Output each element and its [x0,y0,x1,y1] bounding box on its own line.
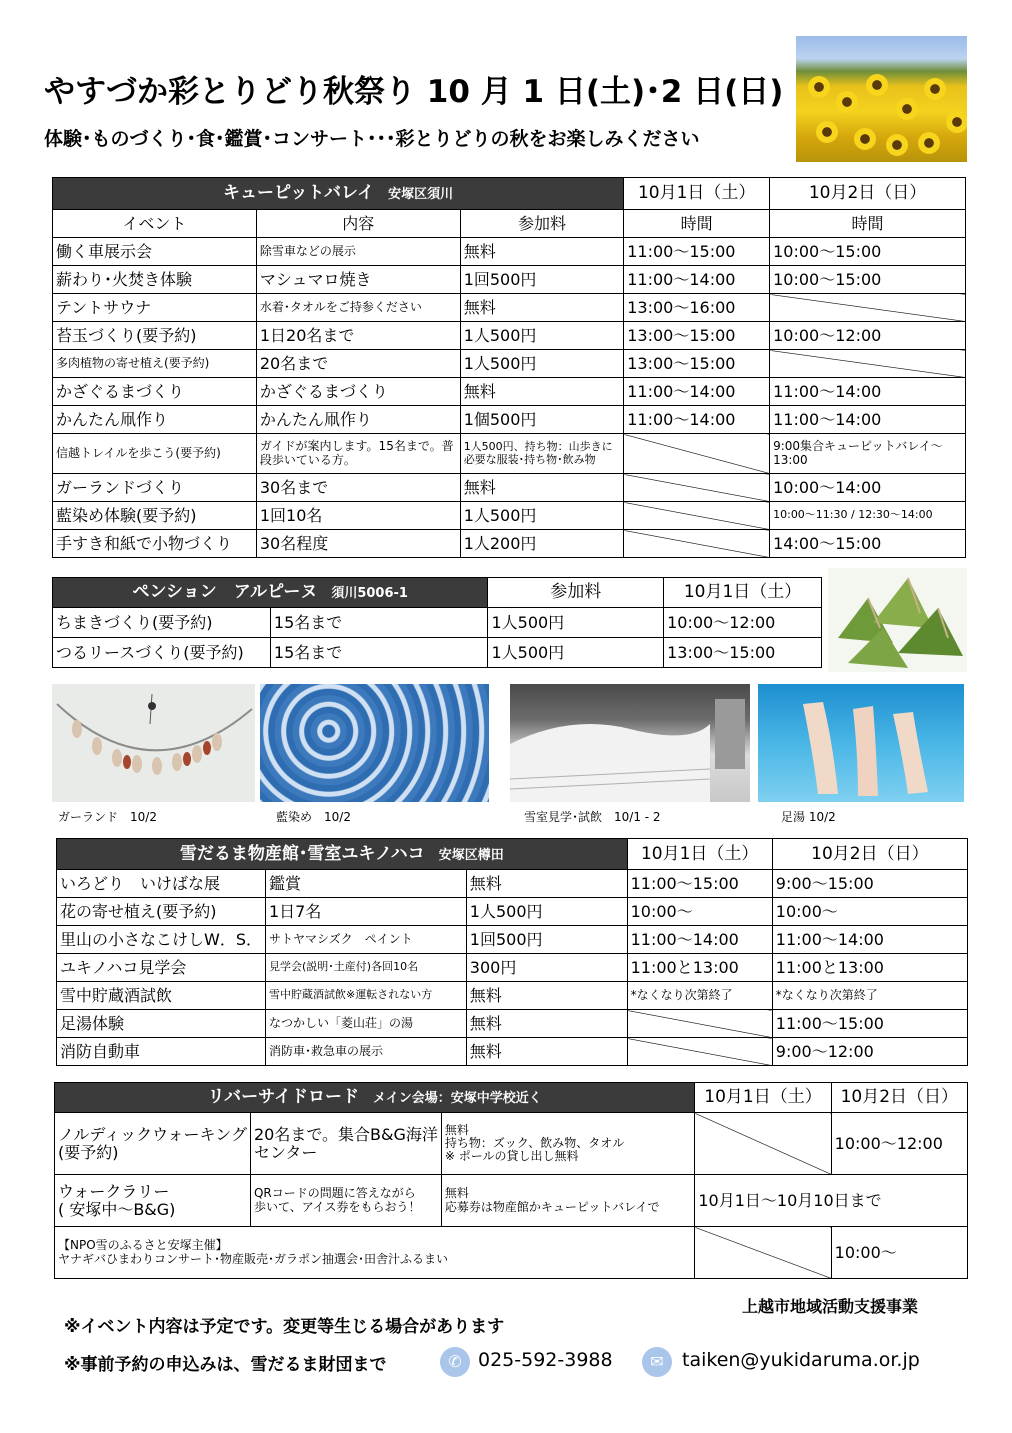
riverside-header: リバーサイドロード メイン会場：安塚中学校近く [55,1083,695,1113]
event-cell: 薪わり･火焚き体験 [53,266,257,294]
yukimuro-photo [510,684,750,802]
fee-cell: 無料 [460,474,624,502]
empty-cell [695,1113,831,1175]
empty-cell [624,530,770,558]
sunflower-photo [796,36,967,162]
content-cell: 1日20名まで [256,322,460,350]
col-fee: 参加料 [460,210,624,238]
event-cell: 足湯体験 [57,1010,266,1038]
empty-cell [770,294,966,322]
fee-cell: 1個500円 [460,406,624,434]
content-cell: 30名まで [256,474,460,502]
yukidaruma-table [56,838,968,1066]
time1-cell: 11:00～15:00 [624,238,770,266]
pension-table [52,577,822,668]
time1-cell: 10:00～ [627,898,772,926]
event-cell: 花の寄せ植え(要予約) [57,898,266,926]
event-cell: 手すき和紙で小物づくり [53,530,257,558]
table-row [53,266,966,294]
event-cell: ノルディックウォーキング (要予約) [55,1113,251,1175]
time2-cell: 10:00～15:00 [770,266,966,294]
fee-cell: 1回500円 [466,926,627,954]
time2-cell: 10:00～ [772,898,967,926]
event-cell: 雪中貯蔵酒試飲 [57,982,266,1010]
content-cell: かんたん凧作り [256,406,460,434]
empty-cell [627,1010,772,1038]
content-cell: 除雪車などの展示 [256,238,460,266]
content-cell: 雪中貯蔵酒試飲※運転されない方 [265,982,466,1010]
fee-cell: 無料 [466,982,627,1010]
table-row [53,238,966,266]
content-cell: 30名程度 [256,530,460,558]
time1-cell: 10:00～12:00 [664,608,822,638]
content-cell: マシュマロ焼き [256,266,460,294]
fee-cell: 300円 [466,954,627,982]
content-cell: 15名まで [270,608,488,638]
content-cell: 20名まで。集合B&G海洋 センター [250,1113,441,1175]
fee-cell: 1人500円 [488,638,664,668]
fee-cell: 無料 [466,1010,627,1038]
riverside-table [54,1082,968,1279]
event-cell: 信越トレイルを歩こう(要予約) [53,434,257,474]
time1-cell: 11:00～14:00 [627,926,772,954]
time1-cell: 11:00と13:00 [627,954,772,982]
event-cell: かんたん凧作り [53,406,257,434]
garland-caption: ガーランド 10/2 [58,810,157,824]
table-row [53,294,966,322]
table-row [57,982,968,1010]
email-address[interactable]: taiken@yukidaruma.or.jp [682,1349,920,1371]
pension-day1: 10月1日（土） [664,578,822,608]
content-cell: 20名まで [256,350,460,378]
time2-cell: 10:00～12:00 [770,322,966,350]
content-cell: なつかしい「菱山荘」の湯 [265,1010,466,1038]
fee-cell: 1人500円 [488,608,664,638]
col-time1: 時間 [624,210,770,238]
content-cell: 1日7名 [265,898,466,926]
time1-cell: *なくなり次第終了 [627,982,772,1010]
content-cell: 水着･タオルをご持参ください [256,294,460,322]
content-cell: 消防車･救急車の展示 [265,1038,466,1066]
phone-icon: ✆ [440,1347,470,1377]
event-cell: いろどり いけばな展 [57,870,266,898]
time2-cell: 9:00～15:00 [772,870,967,898]
time2-cell: 9:00～12:00 [772,1038,967,1066]
table-row [57,1038,968,1066]
reservation-text: ※事前予約の申込みは、雪だるま財団まで [64,1355,387,1375]
cupid-table [52,177,966,558]
time2-cell: 11:00と13:00 [772,954,967,982]
time2-cell: 9:00集合キューピットバレイ～13:00 [770,434,966,474]
event-cell: 藍染め体験(要予約) [53,502,257,530]
event-cell: ガーランドづくり [53,474,257,502]
time2-cell: 11:00～15:00 [772,1010,967,1038]
table-row [53,350,966,378]
time2-cell: 11:00～14:00 [772,926,967,954]
fee-cell: 1人500円、持ち物：山歩きに必要な服装･持ち物･飲み物 [460,434,624,474]
garland-photo [52,684,255,802]
time2-cell: 11:00～14:00 [770,378,966,406]
table-row [55,1113,968,1175]
content-cell: 鑑賞 [265,870,466,898]
time1-cell: 13:00～15:00 [664,638,822,668]
table-row [55,1175,968,1227]
table-row [57,1010,968,1038]
fee-cell: 1人500円 [460,502,624,530]
fee-cell: 無料 [466,870,627,898]
event-cell: 苔玉づくり(要予約) [53,322,257,350]
ashiyu-caption: 足湯 10/2 [781,810,836,824]
event-cell: 消防自動車 [57,1038,266,1066]
content-cell: かざぐるまづくり [256,378,460,406]
empty-cell [627,1038,772,1066]
col-event: イベント [53,210,257,238]
time2-cell: *なくなり次第終了 [772,982,967,1010]
table-row [53,378,966,406]
yukidaruma-header: 雪だるま物産館･雪室ユキノハコ 安塚区樽田 [57,839,628,870]
content-cell: 見学会(説明･土産付)各回10名 [265,954,466,982]
table-row [53,638,822,668]
page-subtitle: 体験･ものづくり･食･鑑賞･コンサート･･･彩とりどりの秋をお楽しみください [44,128,700,150]
table-row [53,474,966,502]
pension-fee-header: 参加料 [488,578,664,608]
table-row [57,870,968,898]
fee-cell: 1回500円 [460,266,624,294]
time2-cell: 10:00～ [831,1227,967,1279]
time2-cell: 14:00～15:00 [770,530,966,558]
content-cell: ガイドが案内します。15名まで。普段歩いている方。 [256,434,460,474]
fee-cell: 無料 [460,238,624,266]
content-cell: QRコードの問題に答えながら 歩いて、アイス券をもらおう！ [250,1175,441,1227]
content-cell: サトヤマシズク ペイント [265,926,466,954]
event-cell: かざぐるまづくり [53,378,257,406]
aizome-caption: 藍染め 10/2 [276,810,351,824]
empty-cell [770,350,966,378]
col-content: 内容 [256,210,460,238]
col-time2: 時間 [770,210,966,238]
yukidaruma-day2: 10月2日（日） [772,839,967,870]
time2-cell: 10:00～15:00 [770,238,966,266]
event-cell: ちまきづくり(要予約) [53,608,271,638]
mail-icon: ✉ [642,1347,672,1377]
time1-cell: 11:00～14:00 [624,406,770,434]
fee-cell: 無料 持ち物：ズック、飲み物、タオル ※ ポールの貸し出し無料 [441,1113,694,1175]
table-row [57,926,968,954]
fee-cell: 無料 [460,378,624,406]
table-row [53,434,966,474]
event-cell: 働く車展示会 [53,238,257,266]
fee-cell: 無料 [460,294,624,322]
riverside-day2: 10月2日（日） [831,1083,967,1113]
fee-cell: 1人500円 [466,898,627,926]
time1-cell: 13:00～15:00 [624,322,770,350]
time2-cell: 10:00～11:30 / 12:30～14:00 [770,502,966,530]
table-row [53,406,966,434]
time1-cell: 11:00～15:00 [627,870,772,898]
riverside-day1: 10月1日（土） [695,1083,831,1113]
empty-cell [624,502,770,530]
time2-cell: 11:00～14:00 [770,406,966,434]
content-cell: 15名まで [270,638,488,668]
time1-cell: 13:00～16:00 [624,294,770,322]
aizome-photo [260,684,489,802]
cupid-day2: 10月2日（日） [770,178,966,210]
time1-cell: 13:00～15:00 [624,350,770,378]
sponsor-text: 上越市地域活動支援事業 [742,1297,919,1316]
fee-cell: 1人500円 [460,322,624,350]
table-row [53,502,966,530]
empty-cell [695,1227,831,1279]
chimaki-photo [828,568,967,672]
event-cell: つるリースづくり(要予約) [53,638,271,668]
cupid-day1: 10月1日（土） [624,178,770,210]
yukimuro-caption: 雪室見学･試飲 10/1 - 2 [524,810,661,824]
event-cell: 里山の小さなこけしW．S． [57,926,266,954]
event-cell: ウォークラリー ( 安塚中～B&G) [55,1175,251,1227]
time1-cell: 11:00～14:00 [624,266,770,294]
table-row [53,322,966,350]
fee-cell: 無料 [466,1038,627,1066]
npo-cell: 【NPO雪のふるさと安塚主催】 ヤナギバひまわりコンサート･物産販売･ガラポン抽選会･田舎汁ふるまい [55,1227,695,1279]
fee-cell: 1人200円 [460,530,624,558]
table-row [55,1227,968,1279]
event-cell: ユキノハコ見学会 [57,954,266,982]
fee-cell: 1人500円 [460,350,624,378]
event-cell: 多肉植物の寄せ植え(要予約) [53,350,257,378]
period-cell: 10月1日～10月10日まで [695,1175,968,1227]
yukidaruma-day1: 10月1日（土） [627,839,772,870]
time2-cell: 10:00～12:00 [831,1113,967,1175]
table-row [53,530,966,558]
event-cell: テントサウナ [53,294,257,322]
table-row [57,954,968,982]
pension-header: ペンション アルピーヌ 須川5006-1 [53,578,488,608]
page-title: やすづか彩とりどり秋祭り 10 月 1 日(土)･2 日(日) [44,74,784,110]
ashiyu-photo [758,684,964,802]
time2-cell: 10:00～14:00 [770,474,966,502]
cupid-header: キューピットバレイ 安塚区須川 [53,178,624,210]
empty-cell [624,434,770,474]
content-cell: 1回10名 [256,502,460,530]
time1-cell: 11:00～14:00 [624,378,770,406]
notice-text: ※イベント内容は予定です。変更等生じる場合があります [64,1317,505,1337]
fee-cell: 無料 応募券は物産館かキューピットバレイで [441,1175,694,1227]
phone-number[interactable]: 025-592-3988 [478,1349,613,1371]
table-row [57,898,968,926]
table-row [53,608,822,638]
empty-cell [624,474,770,502]
